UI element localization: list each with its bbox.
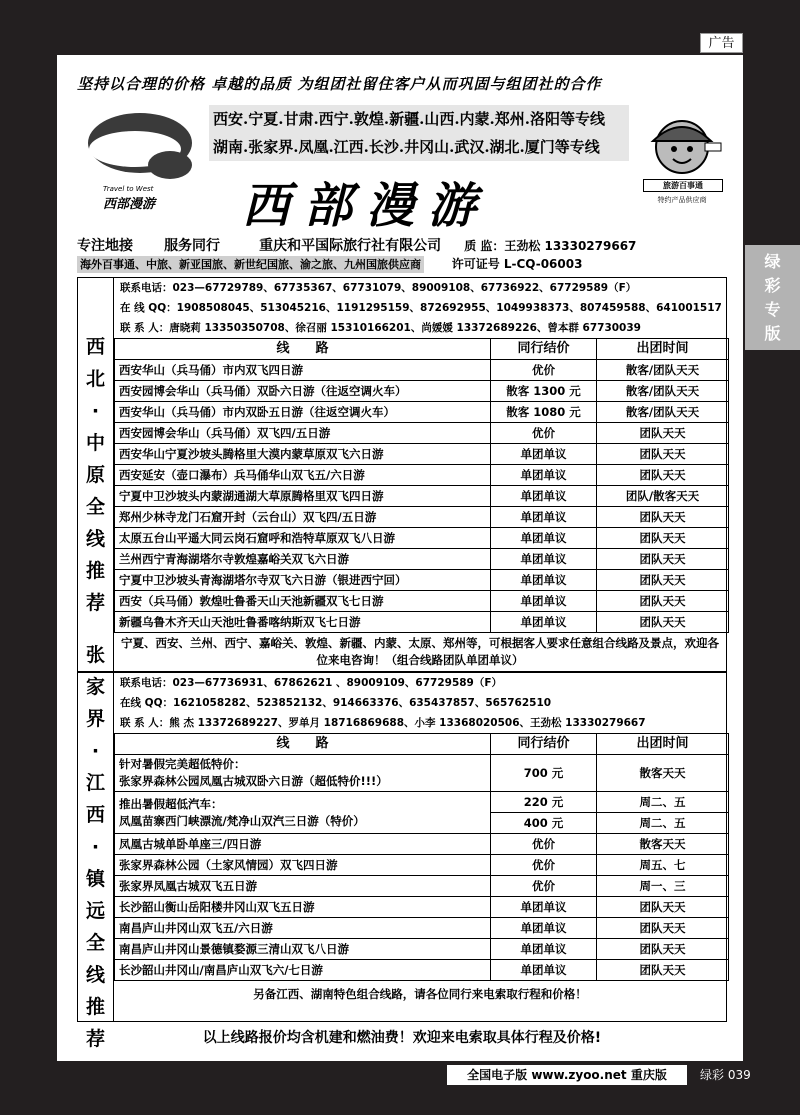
route-cell: 西安华山（兵马俑）市内双飞四日游 xyxy=(115,360,491,381)
time-cell: 团队天天 xyxy=(597,507,729,528)
route-cell: 宁夏中卫沙坡头青海湖塔尔寺双飞六日游（银进西宁回） xyxy=(115,570,491,591)
table-row xyxy=(115,507,729,528)
side-tab-char: 绿 xyxy=(764,251,781,271)
routes-line-1: 西安.宁夏.甘肃.西宁.敦煌.新疆.山西.内蒙.郑州.洛阳等专线 xyxy=(213,110,606,128)
route-cell: 张家界森林公园（土家风情园）双飞四日游 xyxy=(115,855,491,876)
advertisement-page xyxy=(57,55,743,1061)
side-title-char: 江 xyxy=(85,772,105,794)
price-header: 同行结价 xyxy=(491,734,597,755)
price-cell: 220 元 xyxy=(491,792,597,813)
route-cell: 西安华山（兵马俑）市内双卧五日游（往返空调火车） xyxy=(115,402,491,423)
table-row xyxy=(115,755,729,792)
price-cell: 700 元 xyxy=(491,755,597,792)
price-cell: 单团单议 xyxy=(491,960,597,981)
table-row xyxy=(115,834,729,855)
time-header: 出团时间 xyxy=(597,734,729,755)
slogan: 坚持以合理的价格 卓越的品质 为组团社留住客户从而巩固与组团社的合作 xyxy=(77,75,602,93)
time-cell: 散客天天 xyxy=(597,755,729,792)
time-header: 出团时间 xyxy=(597,339,729,360)
company-name: 重庆和平国际旅行社有限公司 xyxy=(259,238,442,254)
table-row xyxy=(115,402,729,423)
time-cell: 团队天天 xyxy=(597,444,729,465)
price-cell: 单团单议 xyxy=(491,528,597,549)
price-cell: 单团单议 xyxy=(491,549,597,570)
side-title-char: 家 xyxy=(85,676,105,698)
time-cell: 团队天天 xyxy=(597,423,729,444)
section-1-note: 宁夏、西安、兰州、西宁、嘉峪关、敦煌、新疆、内蒙、太原、郑州等，可根据客人要求任意组合线路及景点，欢迎各位来电咨询！（组合线路团队单团单议） xyxy=(121,636,719,667)
table-row xyxy=(115,939,729,960)
section-1-route-table xyxy=(114,338,729,633)
route-cell: 太原五台山平遥大同云岗石窟呼和浩特草原双飞八日游 xyxy=(115,528,491,549)
route-cell: 南昌庐山井冈山景德镇婺源三清山双飞八日游 xyxy=(115,939,491,960)
footer-note: 以上线路报价均含机建和燃油费！欢迎来电索取具体行程及价格! xyxy=(202,1030,602,1046)
table-row xyxy=(115,549,729,570)
table-row xyxy=(115,792,729,813)
price-header: 同行结价 xyxy=(491,339,597,360)
route-cell xyxy=(115,755,491,792)
section-2-note: 另备江西、湖南特色组合线路，请各位同行来电索取行程和价格！ xyxy=(253,987,587,1001)
table-row xyxy=(115,423,729,444)
route-cell: 西安延安（壶口瀑布）兵马俑华山双飞五/六日游 xyxy=(115,465,491,486)
side-title-char: · xyxy=(91,740,100,762)
route-cell: 西安（兵马俑）敦煌吐鲁番天山天池新疆双飞七日游 xyxy=(115,591,491,612)
route-promo-detail: 凤凰苗寨西门峡漂流/梵净山双汽三日游（特价） xyxy=(119,813,365,828)
section-1-contacts: 联 系 人：唐晓莉 13350350708、徐召丽 15310166201、尚媛媛 13372689226、曾本群 67730039 xyxy=(120,322,641,334)
price-cell: 单团单议 xyxy=(491,570,597,591)
time-cell: 散客/团队天天 xyxy=(597,360,729,381)
section-2-contacts: 联 系 人：熊 杰 13372689227、罗单月 18716869688、小李 13368020506、王劲松 13330279667 xyxy=(120,717,646,729)
table-row xyxy=(115,465,729,486)
price-cell: 单团单议 xyxy=(491,612,597,633)
route-promo-title: 推出暑假超低汽车： xyxy=(119,796,223,811)
route-header: 线 路 xyxy=(115,734,491,755)
route-cell: 兰州西宁青海湖塔尔寺敦煌嘉峪关双飞六日游 xyxy=(115,549,491,570)
mascot xyxy=(637,113,727,208)
time-cell: 团队天天 xyxy=(597,591,729,612)
side-title-char: 荐 xyxy=(85,1028,105,1050)
price-cell: 单团单议 xyxy=(491,939,597,960)
route-promo-title: 针对暑假完美超低特价： xyxy=(119,757,246,771)
route-cell: 长沙韶山井冈山/南昌庐山双飞六/七日游 xyxy=(115,960,491,981)
price-cell: 单团单议 xyxy=(491,465,597,486)
table-row xyxy=(115,897,729,918)
section-2-route-table xyxy=(114,733,729,981)
time-cell: 团队天天 xyxy=(597,570,729,591)
table-row xyxy=(115,528,729,549)
price-cell: 400 元 xyxy=(491,813,597,834)
company-info xyxy=(77,235,747,255)
time-cell: 团队天天 xyxy=(597,612,729,633)
table-row xyxy=(115,855,729,876)
route-cell: 宁夏中卫沙坡头内蒙湖通湖大草原腾格里双飞四日游 xyxy=(115,486,491,507)
side-tab-char: 版 xyxy=(764,323,781,343)
side-title-char: 线 xyxy=(85,964,105,986)
table-row xyxy=(115,960,729,981)
time-cell: 团队天天 xyxy=(597,939,729,960)
section-2-qq: 在线 QQ：1621058282、523852132、914663376、635437857、565762510 xyxy=(120,697,552,709)
section-1-qq: 在 线 QQ：1908508045、513045216、1191295159、872692955、1049938373、807459588、641001517 xyxy=(120,302,722,314)
side-title-char: 西 xyxy=(85,804,105,826)
table-row xyxy=(115,486,729,507)
time-cell: 团队天天 xyxy=(597,549,729,570)
brand-title: 西部漫游 xyxy=(242,178,491,234)
side-title-char: 荐 xyxy=(85,591,105,614)
side-tab-char: 专 xyxy=(764,299,781,319)
side-title-char: 镇 xyxy=(85,868,105,890)
table-row xyxy=(115,918,729,939)
price-cell: 优价 xyxy=(491,423,597,444)
time-cell: 团队天天 xyxy=(597,528,729,549)
page-number: 绿彩 039 xyxy=(700,1068,751,1082)
side-title-char: 线 xyxy=(85,527,105,550)
side-title-char: 推 xyxy=(85,559,105,582)
time-cell: 团队天天 xyxy=(597,960,729,981)
table-row xyxy=(115,591,729,612)
section-1-phone: 联系电话：023—67729789、67735367、67731079、89009108、67736922、67729589（F） xyxy=(120,282,637,294)
section-2-side-title xyxy=(78,644,114,1050)
featured-routes xyxy=(209,105,629,161)
time-cell: 团队天天 xyxy=(597,918,729,939)
time-cell: 团队/散客天天 xyxy=(597,486,729,507)
table-row xyxy=(115,444,729,465)
side-title-char: · xyxy=(91,399,100,422)
table-row xyxy=(115,570,729,591)
price-cell: 优价 xyxy=(491,876,597,897)
focus-label: 专注地接 xyxy=(77,238,133,254)
side-title-char: 界 xyxy=(85,708,105,730)
time-cell: 散客天天 xyxy=(597,834,729,855)
side-title-char: 远 xyxy=(85,900,105,922)
route-cell: 南昌庐山井冈山双飞五/六日游 xyxy=(115,918,491,939)
partner-list: 海外百事通、中旅、新亚国旅、新世纪国旅、渝之旅、九州国旅供应商 xyxy=(77,256,424,273)
logo-swoosh-icon xyxy=(85,105,200,185)
time-cell: 周一、三 xyxy=(597,876,729,897)
routes-line-2: 湖南.张家界.凤凰.江西.长沙.井冈山.武汉.湖北.厦门等专线 xyxy=(213,138,600,156)
side-title-char: 张 xyxy=(85,644,105,666)
table-row xyxy=(115,381,729,402)
section-northwest xyxy=(77,277,727,672)
partner-info xyxy=(77,255,737,272)
route-cell: 西安园博会华山（兵马俑）双飞四/五日游 xyxy=(115,423,491,444)
price-cell: 单团单议 xyxy=(491,897,597,918)
side-tab xyxy=(745,245,800,350)
table-row xyxy=(115,612,729,633)
price-cell: 单团单议 xyxy=(491,591,597,612)
time-cell: 周五、七 xyxy=(597,855,729,876)
route-promo-detail: 张家界森林公园凤凰古城双卧六日游（超低特价!!!） xyxy=(119,774,388,788)
side-title-char: 全 xyxy=(85,932,105,954)
price-cell: 单团单议 xyxy=(491,507,597,528)
side-title-char: 原 xyxy=(85,463,105,486)
time-cell: 散客/团队天天 xyxy=(597,381,729,402)
license-number: 许可证号 L-CQ-06003 xyxy=(451,257,583,271)
price-cell: 单团单议 xyxy=(491,918,597,939)
route-cell: 凤凰古城单卧单座三/四日游 xyxy=(115,834,491,855)
side-title-char: 北 xyxy=(85,367,105,390)
route-cell: 新疆乌鲁木齐天山天池吐鲁番喀纳斯双飞七日游 xyxy=(115,612,491,633)
route-cell: 张家界凤凰古城双飞五日游 xyxy=(115,876,491,897)
side-title-char: 推 xyxy=(85,996,105,1018)
company-logo xyxy=(85,105,205,210)
section-1-side-title xyxy=(78,278,114,671)
side-title-char: 全 xyxy=(85,495,105,518)
mascot-caption: 旅游百事通 xyxy=(643,179,723,192)
side-tab-char: 彩 xyxy=(764,275,781,295)
side-title-char: · xyxy=(91,836,100,858)
route-cell: 西安华山宁夏沙坡头腾格里大漠内蒙草原双飞六日游 xyxy=(115,444,491,465)
time-cell: 周二、五 xyxy=(597,813,729,834)
price-cell: 单团单议 xyxy=(491,486,597,507)
side-title-char: 西 xyxy=(85,335,105,358)
mascot-character-icon xyxy=(637,113,727,179)
time-cell: 散客/团队天天 xyxy=(597,402,729,423)
route-header: 线 路 xyxy=(115,339,491,360)
time-cell: 团队天天 xyxy=(597,897,729,918)
time-cell: 周二、五 xyxy=(597,792,729,813)
price-cell: 单团单议 xyxy=(491,444,597,465)
route-cell: 西安园博会华山（兵马俑）双卧六日游（往返空调火车） xyxy=(115,381,491,402)
service-label: 服务同行 xyxy=(164,238,221,254)
time-cell: 团队天天 xyxy=(597,465,729,486)
ad-label: 广告 xyxy=(700,33,743,53)
logo-chinese: 西部漫游 xyxy=(103,197,156,212)
price-cell: 优价 xyxy=(491,360,597,381)
side-title-char: 中 xyxy=(85,431,105,454)
table-row xyxy=(115,360,729,381)
table-row xyxy=(115,876,729,897)
supervisor-info: 质 监：王劲松 13330279667 xyxy=(464,239,637,253)
route-cell: 长沙韶山衡山岳阳楼井冈山双飞五日游 xyxy=(115,897,491,918)
price-cell: 优价 xyxy=(491,834,597,855)
mascot-subcaption: 特约产品供应商 xyxy=(657,196,707,204)
price-cell: 散客 1300 元 xyxy=(491,381,597,402)
route-cell xyxy=(115,792,491,834)
logo-english: Travel to West xyxy=(103,185,154,193)
price-cell: 散客 1080 元 xyxy=(491,402,597,423)
edition-bar: 全国电子版 www.zyoo.net 重庆版 xyxy=(447,1065,687,1085)
price-cell: 优价 xyxy=(491,855,597,876)
route-cell: 郑州少林寺龙门石窟开封（云台山）双飞四/五日游 xyxy=(115,507,491,528)
section-2-phone: 联系电话：023—67736931、67862621 、89009109、67729589（F） xyxy=(120,677,503,689)
